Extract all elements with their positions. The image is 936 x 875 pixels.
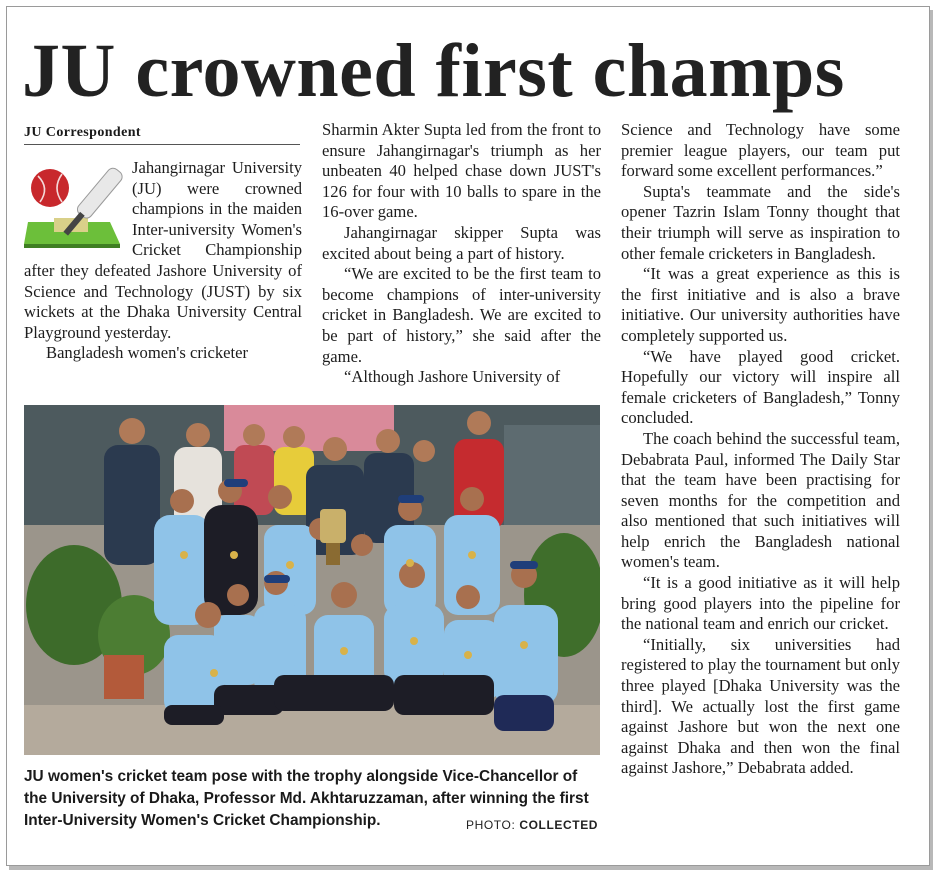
photo-credit-source: COLLECTED <box>519 818 599 832</box>
paragraph: “We are excited to be the first team to become champions of inter-university cricket in Bangladesh. We are excited to be part of history,” she said after the game. <box>322 264 601 366</box>
paragraph: Supta's teammate and the side's opener Tazrin Islam Tonny thought that their triumph will serve as inspiration to other female cricketers in Bangladesh. <box>621 181 900 263</box>
paragraph: Science and Technology have some premier league players, our team put forward some excellent performances.” <box>621 120 900 181</box>
paragraph: The coach behind the successful team, Debabrata Paul, informed The Daily Star that the team have been practising for seven months for the competition and also mentioned that such initiatives will help enrich the Bangladesh national women's team. <box>621 428 900 572</box>
paragraph: Bangladesh women's cricketer <box>46 343 249 363</box>
photo-credit <box>466 818 598 832</box>
paragraph: “Although Jashore University of <box>344 367 561 387</box>
paragraph: “It was a great experience as this is the first initiative and is also a brave initiative. Our university authorities have completely supported us. <box>621 264 900 345</box>
paragraph: Jahangirnagar skipper Supta was excited about being a part of history. <box>322 222 601 263</box>
column-1 <box>24 158 302 364</box>
paragraph: “Initially, six universities had registered to play the tournament but only three played [Dhaka University was the third]. We actually lost the first game against Jashore but won the next one against Dhaka and then won the final against Jashore,” Debabrata added. <box>621 634 900 778</box>
team-photo <box>24 405 600 755</box>
cricket-ball-bat-icon <box>24 160 124 252</box>
column-3 <box>621 120 900 779</box>
photo-credit-label: PHOTO: <box>466 818 516 832</box>
paragraph: Sharmin Akter Supta led from the front to ensure Jahangirnagar's triumph as her unbeaten 40 helped chase down JUST's 126 for four with 10 balls to spare in the 16-over game. <box>322 120 601 222</box>
photo-caption: JU women's cricket team pose with the trophy alongside Vice-Chancellor of the University of Dhaka, Professor Md. Akhtaruzzaman, after winning the first Inter-University Women's Cricket Championship. <box>24 768 589 829</box>
paragraph: “It is a good initiative as it will help bring good players into the pipeline for the national team and enrich our cricket. <box>621 573 900 634</box>
byline: JU Correspondent <box>24 124 300 145</box>
column-2 <box>322 120 601 388</box>
paragraph: Jahangirnagar University (JU) were crowned champions in the maiden Inter-university Women's Cricket Championship after they defeated Jashore University of Science and Technology (JUST) by six wickets at the Dhaka University Central Playground yesterday. <box>24 158 302 342</box>
headline: JU crowned first champs <box>22 29 845 113</box>
paragraph: “We have played good cricket. Hopefully our victory will inspire all female cricketers of Bangladesh,” Tonny concluded. <box>621 346 900 428</box>
